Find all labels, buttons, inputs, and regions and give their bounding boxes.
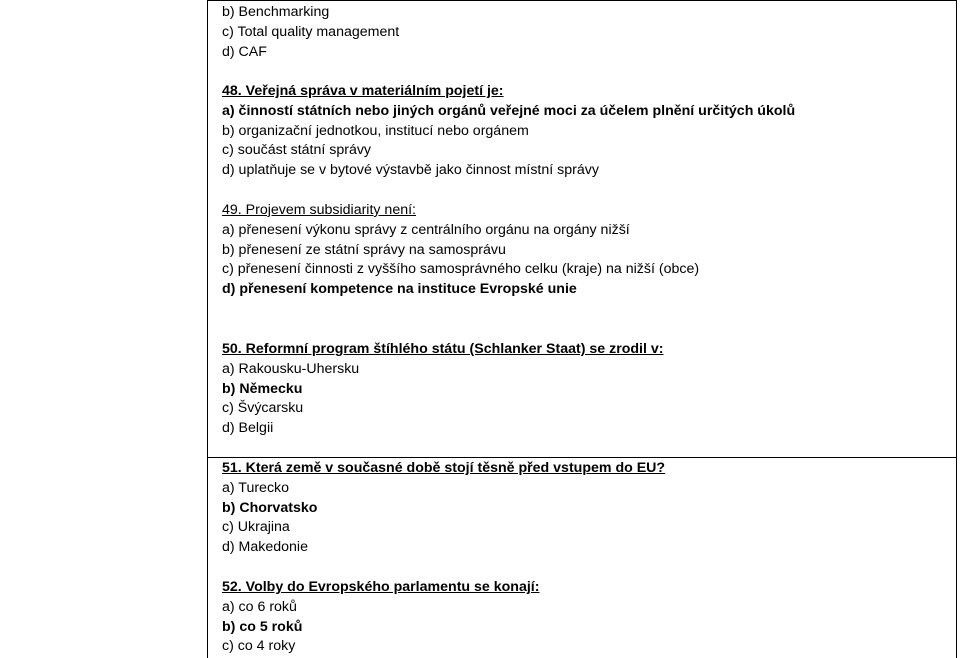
question-50-text: 50. Reformní program štíhlého státu (Schlanker Staat) se zrodil v: — [222, 341, 664, 357]
answer-b: b) Benchmarking — [222, 4, 330, 20]
answer-c: c) Total quality management — [222, 23, 400, 40]
answer-49-c: c) přenesení činnosti z vyššího samosprávného celku (kraje) na nižší (obce) — [222, 261, 700, 278]
answer-49-b: b) přenesení ze státní správy na samosprávu — [222, 241, 506, 258]
answer-52-c: c) co 4 roky — [222, 638, 296, 655]
answer-48-a: a) činností státních nebo jiných orgánů veřejné moci za účelem plnění určitých úkolů — [222, 102, 796, 119]
answer-d: d) CAF — [222, 43, 267, 60]
answer-49-a: a) přenesení výkonu správy z centrálního orgánu na orgány nižší — [222, 221, 630, 238]
answer-48-c: c) součást státní správy — [222, 142, 372, 159]
answer-50-c: c) Švýcarsku — [222, 400, 304, 417]
answer-50-d: d) Belgii — [222, 420, 274, 437]
answer-48-d: d) uplatňuje se v bytové výstavbě jako činnost místní správy — [222, 162, 599, 179]
question-52-text: 52. Volby do Evropského parlamentu se konají: — [222, 579, 540, 595]
row-divider — [207, 457, 957, 458]
question-51-text: 51. Která země v současné době stojí těsně před vstupem do EU? — [222, 460, 666, 476]
question-51 — [222, 459, 952, 558]
answer-52-a: a) co 6 roků — [222, 598, 297, 615]
previous-answers — [222, 3, 952, 62]
answer-49-d: d) přenesení kompetence na instituce Evropské unie — [222, 281, 577, 298]
question-52 — [222, 578, 952, 657]
answer-51-d: d) Makedonie — [222, 539, 308, 556]
answer-48-b: b) organizační jednotkou, institucí nebo orgánem — [222, 122, 529, 139]
answer-50-a: a) Rakousku-Uhersku — [222, 360, 360, 377]
question-48 — [222, 82, 952, 181]
question-48-text: 48. Veřejná správa v materiálním pojetí je: — [222, 83, 504, 99]
answer-50-b: b) Německu — [222, 380, 303, 397]
question-49 — [222, 201, 952, 300]
answer-51-a: a) Turecko — [222, 479, 290, 496]
answer-52-b: b) co 5 roků — [222, 618, 303, 635]
table-right-border — [956, 0, 957, 658]
question-49-text: 49. Projevem subsidiarity není: — [222, 202, 416, 218]
question-50 — [222, 340, 952, 439]
answer-51-b: b) Chorvatsko — [222, 499, 318, 516]
answer-51-c: c) Ukrajina — [222, 519, 290, 536]
table-left-border — [207, 0, 208, 658]
table-top-border — [207, 0, 957, 1]
